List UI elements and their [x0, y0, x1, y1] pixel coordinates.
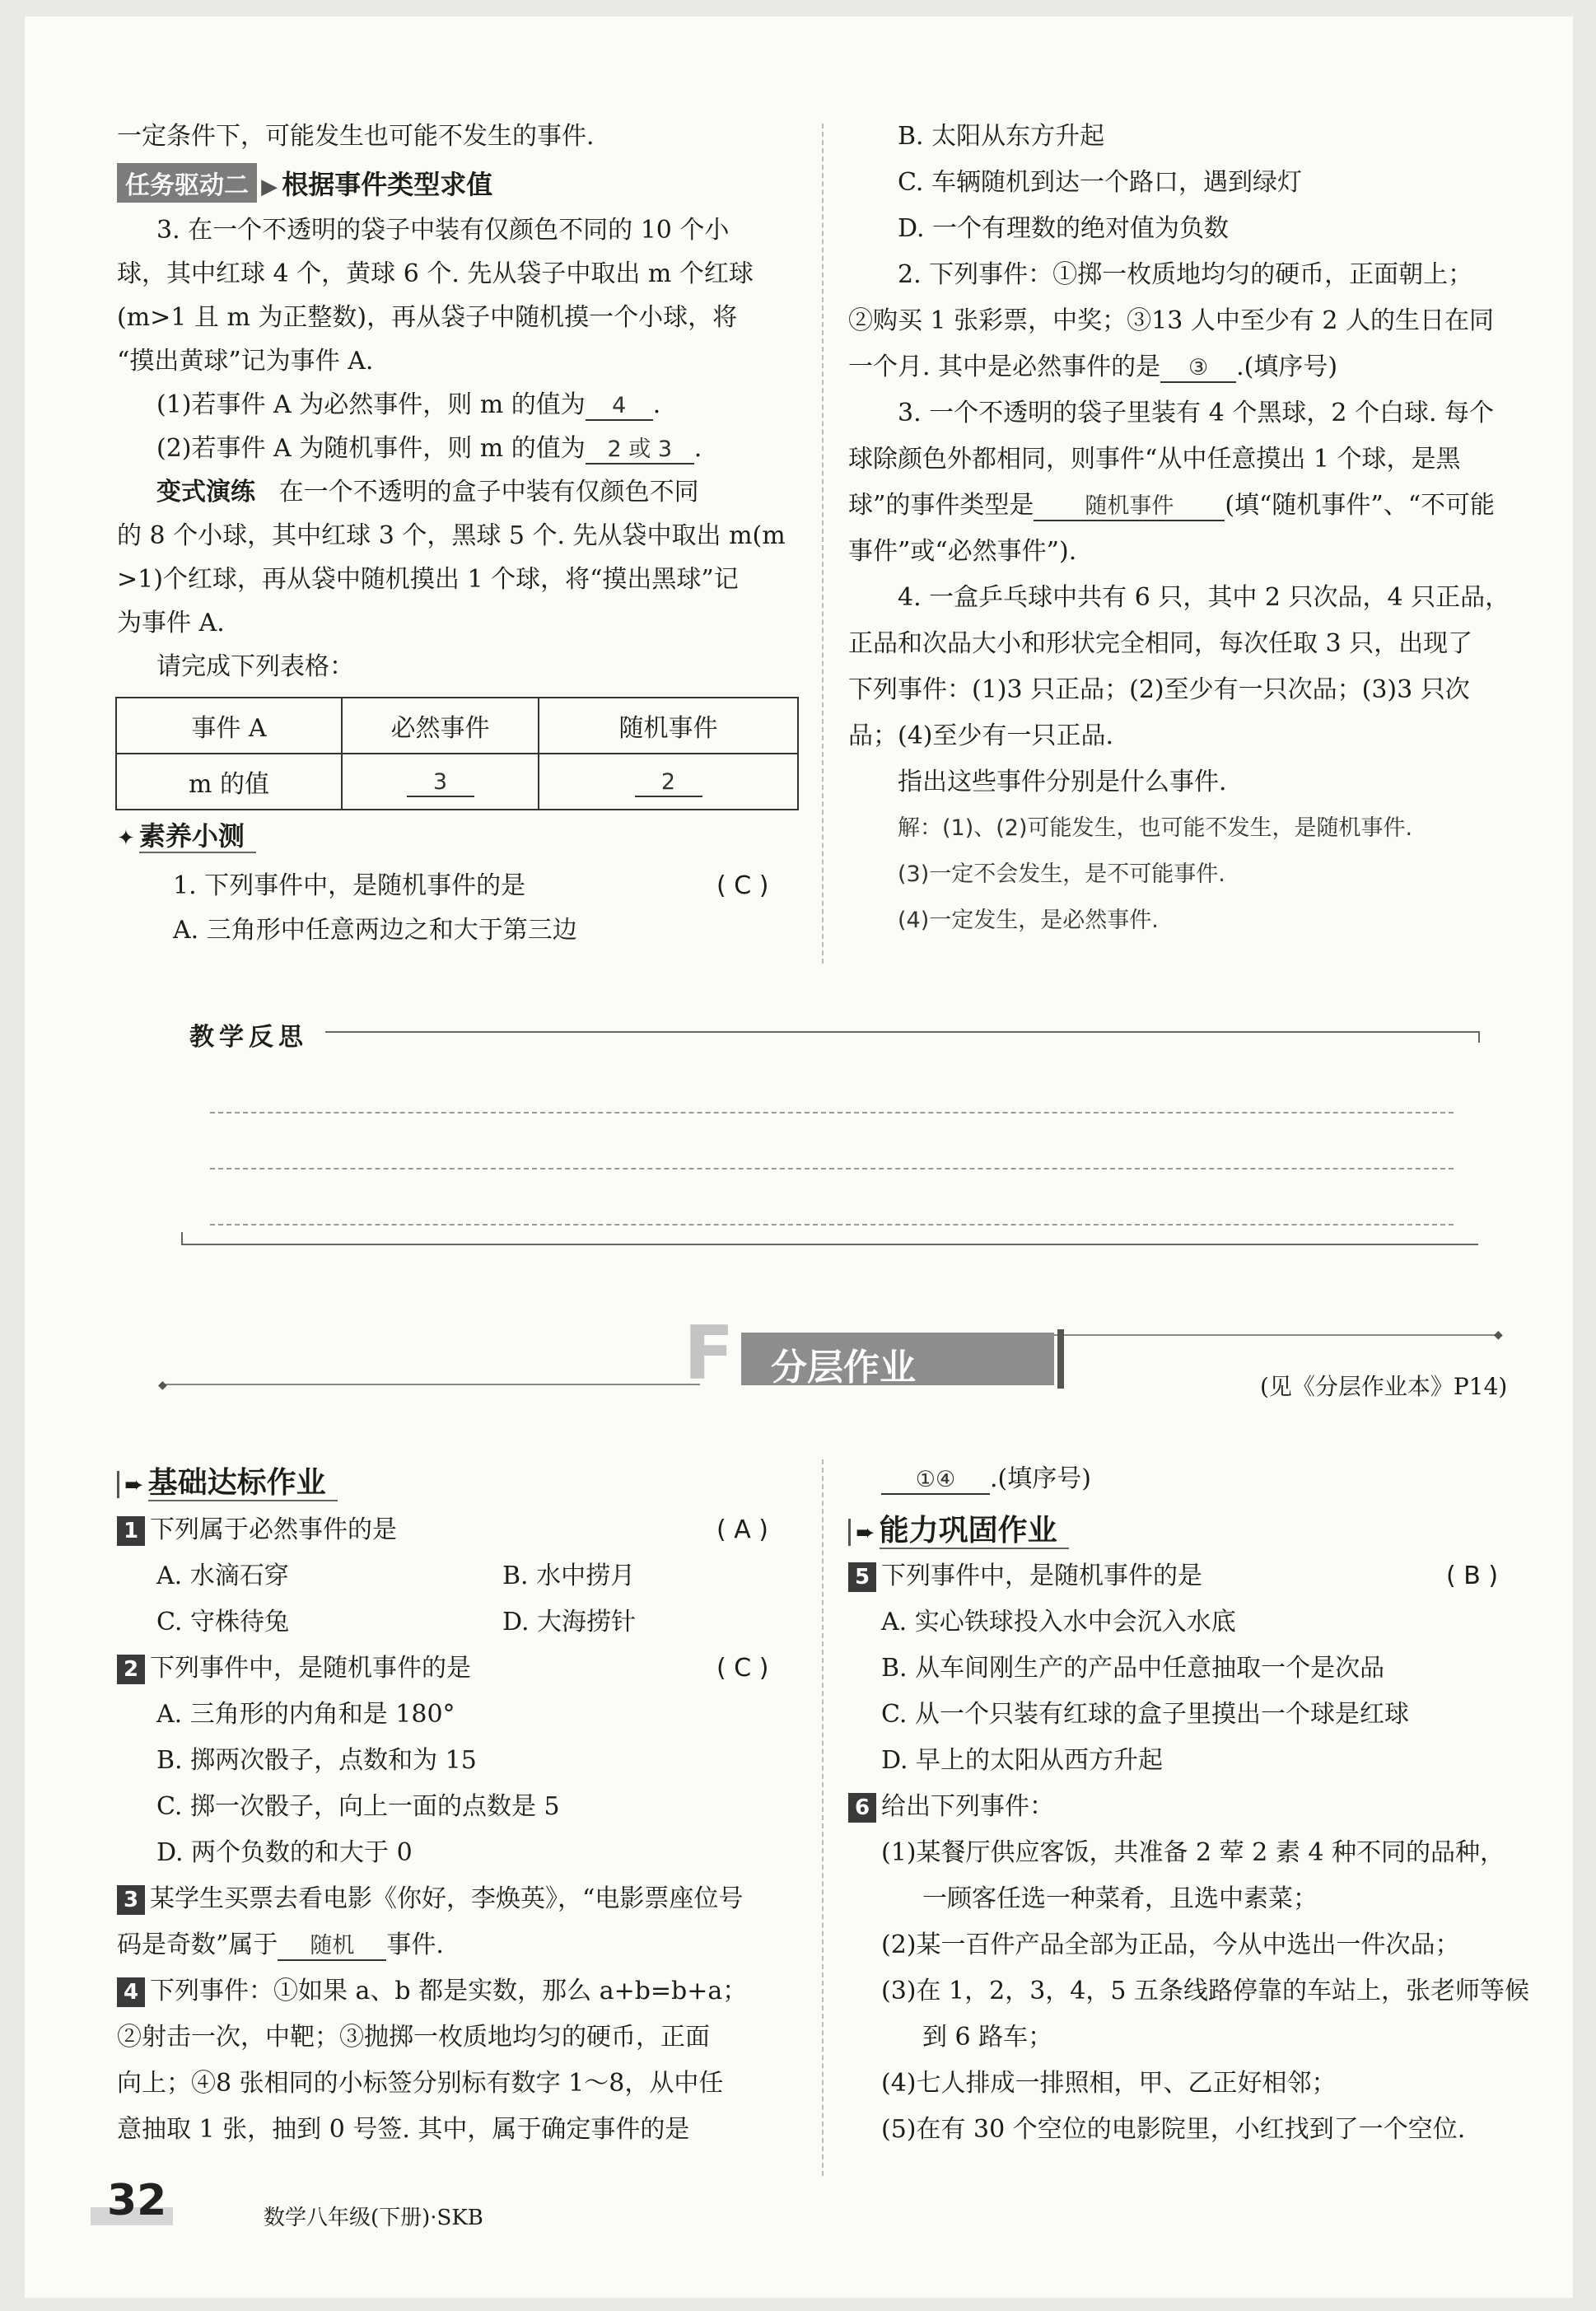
task-title: 根据事件类型求值: [282, 169, 493, 200]
option-d: D. 早上的太阳从西方升起: [881, 1746, 1164, 1775]
practice-4-line: 指出这些事件分别是什么事件.: [898, 768, 1227, 796]
event-item: (4)七人排成一排照相，甲、乙正好相邻；: [881, 2069, 1337, 2098]
table-cell: [539, 754, 798, 810]
variant-text: 在一个不透明的盒子中装有仅颜色不同: [278, 478, 699, 507]
event-item: (5)在有 30 个空位的电影院里，小红找到了一个空位.: [881, 2115, 1466, 2144]
text-line: 一定条件下，可能发生也可能不发生的事件.: [117, 122, 595, 151]
task-header: [117, 163, 492, 203]
question-3-line: 球，其中红球 4 个，黄球 6 个. 先从袋子中取出 m 个红球: [117, 259, 754, 288]
banner-end-bar: [1057, 1329, 1064, 1389]
arrow-icon: ➨: [117, 1471, 143, 1498]
page: [25, 16, 1573, 2298]
question-3-line: (m>1 且 m 为正整数)，再从袋子中随机摸一个小球，将: [117, 303, 738, 332]
event-item: 到 6 路车；: [922, 2023, 1053, 2052]
option-b: B. 太阳从东方升起: [898, 122, 1105, 151]
option-d: D. 一个有理数的绝对值为负数: [898, 214, 1230, 243]
reflection-top-rule: [325, 1031, 1478, 1033]
question-3-line: 3. 在一个不透明的袋子中装有仅颜色不同的 10 个小: [156, 216, 730, 245]
number-badge: 6: [848, 1793, 876, 1823]
practice-4-line: 4. 一盒乒乓球中共有 6 只，其中 2 只次品，4 只正品，: [898, 583, 1510, 612]
book-title: 数学八年级(下册)·SKB: [264, 2206, 483, 2230]
column-divider: [822, 124, 824, 964]
event-item: (2)某一百件产品全部为正品，今从中选出一件次品；: [881, 1931, 1460, 1959]
option-d: D. 大海捞针: [502, 1608, 637, 1636]
option-c: C. 车辆随机到达一个路口，遇到绿灯: [898, 168, 1302, 197]
practice-2-line: 2. 下列事件：①掷一枚质地均匀的硬币，正面朝上；: [898, 260, 1473, 289]
event-item: (1)某餐厅供应客饭，共准备 2 荤 2 素 4 种不同的品种，: [881, 1838, 1505, 1867]
star-icon: ✦: [117, 826, 135, 851]
practice-3-line: 事件”或“必然事件”).: [848, 537, 1077, 566]
layer-reference: (见《分层作业本》P14): [1260, 1373, 1508, 1400]
variant-label: 变式演练: [156, 478, 255, 507]
answer: ( C ): [716, 1654, 769, 1683]
variant-line: 的 8 个小球，其中红球 3 个，黑球 5 个. 先从袋中取出 m(m: [117, 521, 786, 550]
answer-blank: ①④: [881, 1467, 990, 1495]
table-header-cell: 随机事件: [539, 698, 798, 754]
diamond-icon: ◆: [158, 1379, 167, 1392]
reflection-bottom-rule: [181, 1244, 1478, 1245]
practice-3-line: 球除颜色外都相同，则事件“从中任意摸出 1 个球，是黑: [848, 445, 1461, 474]
practice-3-line: 3. 一个不透明的袋子里装有 4 个黑球，2 个白球. 每个: [898, 399, 1495, 427]
option-b: B. 掷两次骰子，点数和为 15: [156, 1746, 477, 1775]
prompt: 一个月. 其中是必然事件的是: [848, 352, 1161, 381]
letter-f-icon: F: [684, 1310, 735, 1397]
answer-blank: ③: [1160, 355, 1236, 383]
banner-rule-right: [1054, 1334, 1499, 1336]
event-table: [115, 697, 799, 810]
triangle-icon: ▶: [261, 175, 278, 199]
question-4-answer-line: [881, 1463, 1091, 1496]
question-3: [117, 1883, 743, 1916]
prompt: (2)若事件 A 为随机事件，则 m 的值为: [156, 434, 586, 463]
option-d: D. 两个负数的和大于 0: [156, 1838, 413, 1867]
variant-line: [156, 476, 699, 509]
practice-3-line: [848, 489, 1495, 522]
variant-line: 为事件 A.: [117, 609, 225, 637]
answer-blank: 4: [586, 393, 653, 421]
question-4: [117, 1975, 747, 2008]
answer-blank: 随机事件: [1034, 493, 1225, 521]
suffix: 事件.: [386, 1931, 444, 1959]
question-4-line: ②射击一次，中靶；③抛掷一枚质地均匀的硬币，正面: [117, 2023, 710, 2052]
number-badge: 2: [117, 1655, 145, 1684]
hint: .(填序号): [990, 1464, 1091, 1493]
option-c: C. 从一个只装有红球的盒子里摸出一个球是红球: [881, 1700, 1409, 1729]
option-a: A. 实心铁球投入水中会沉入水底: [881, 1608, 1236, 1636]
solution-line: 解：(1)、(2)可能发生，也可能不发生，是随机事件.: [898, 815, 1413, 841]
solution-line: (3)一定不会发生，是不可能事件.: [898, 861, 1225, 887]
layer-title: 分层作业: [771, 1347, 916, 1389]
practice-4-line: 品；(4)至少有一只正品.: [848, 721, 1114, 750]
solution-line: (4)一定发生，是必然事件.: [898, 908, 1159, 933]
option-a: A. 三角形的内角和是 180°: [156, 1700, 455, 1729]
prompt: 码是奇数”属于: [117, 1931, 278, 1959]
answer: ( B ): [1446, 1562, 1499, 1590]
task-tag: 任务驱动二: [117, 163, 257, 203]
number-badge: 4: [117, 1977, 145, 2007]
table-cell: m 的值: [116, 754, 342, 810]
number-badge: 3: [117, 1885, 145, 1915]
table-cell: [342, 754, 539, 810]
table-header-cell: 必然事件: [342, 698, 539, 754]
ability-title: 能力巩固作业: [880, 1514, 1069, 1549]
practice-1-answer: ( C ): [716, 871, 769, 900]
banner-rule-left: [165, 1384, 700, 1385]
hint: .(填序号): [1236, 352, 1338, 381]
variant-line: >1)个红球，再从袋中随机摸出 1 个球，将“摸出黑球”记: [117, 565, 739, 594]
option-b: B. 水中捞月: [502, 1562, 636, 1590]
option-c: C. 掷一次骰子，向上一面的点数是 5: [156, 1792, 560, 1821]
basic-title: 基础达标作业: [148, 1466, 338, 1501]
hint: (填“随机事件”、“不可能: [1225, 491, 1496, 520]
option-a: A. 水滴石穿: [156, 1562, 289, 1590]
diamond-icon: ◆: [1494, 1328, 1503, 1342]
question-5: [848, 1560, 1202, 1593]
prompt: (1)若事件 A 为必然事件，则 m 的值为: [156, 390, 586, 419]
ability-header: [848, 1507, 1069, 1549]
column-divider: [822, 1459, 824, 2176]
question-text: 给出下列事件：: [881, 1792, 1054, 1821]
question-4-line: 向上；④8 张相同的小标签分别标有数字 1～8，从中任: [117, 2069, 724, 2098]
question-text: 下列属于必然事件的是: [150, 1515, 397, 1544]
question-2: [117, 1652, 471, 1685]
basic-header: [117, 1459, 338, 1501]
table-header-cell: 事件 A: [116, 698, 342, 754]
answer: ( A ): [716, 1515, 769, 1544]
practice-4-line: 下列事件：(1)3 只正品；(2)至少有一只次品；(3)3 只次: [848, 675, 1470, 704]
practice-4-line: 正品和次品大小和形状完全相同，每次任取 3 只，出现了: [848, 629, 1473, 658]
prompt: 球”的事件类型是: [848, 491, 1034, 520]
writing-line: [210, 1224, 1454, 1226]
question-3-line: [117, 1929, 444, 1962]
writing-line: [210, 1168, 1454, 1170]
question-text: 下列事件：①如果 a、b 都是实数，那么 a+b=b+a；: [150, 1977, 748, 2005]
suyang-title: 素养小测: [139, 820, 256, 853]
question-1: [117, 1514, 397, 1547]
answer-blank: 3: [407, 769, 474, 797]
table-row: [116, 754, 798, 810]
reflection-corner: [1478, 1031, 1480, 1043]
reflection-title: 教学反思: [189, 1023, 308, 1052]
suyang-header: [117, 815, 256, 853]
question-3-part-1: (1)若事件 A 为必然事件，则 m 的值为 4 .: [156, 390, 661, 419]
number-badge: 1: [117, 1516, 145, 1546]
question-6: [848, 1790, 1054, 1823]
question-3-line: “摸出黄球”记为事件 A.: [117, 347, 374, 376]
event-item: (3)在 1，2，3，4，5 五条线路停靠的车站上，张老师等候: [881, 1977, 1530, 2005]
option-c: C. 守株待兔: [156, 1608, 289, 1636]
arrow-icon: ➨: [848, 1519, 875, 1546]
practice-2-line: [848, 351, 1337, 384]
option-a: A. 三角形中任意两边之和大于第三边: [173, 916, 577, 945]
question-text: 下列事件中，是随机事件的是: [150, 1654, 471, 1683]
question-text: 某学生买票去看电影《你好，李焕英》，“电影票座位号: [150, 1884, 744, 1913]
practice-2-line: ②购买 1 张彩票，中奖；③13 人中至少有 2 人的生日在同: [848, 306, 1495, 335]
practice-1-stem: 1. 下列事件中，是随机事件的是: [173, 871, 526, 900]
layer-banner: [741, 1333, 1054, 1389]
question-4-line: 意抽取 1 张，抽到 0 号签. 其中，属于确定事件的是: [117, 2115, 690, 2144]
reflection-corner: [181, 1232, 183, 1244]
writing-line: [210, 1112, 1454, 1113]
question-3-part-2: (2)若事件 A 为随机事件，则 m 的值为 2 或 3 .: [156, 434, 702, 463]
table-row: [116, 698, 798, 754]
answer-blank: 2 或 3: [586, 437, 694, 465]
event-item: 一顾客任选一种菜肴，且选中素菜；: [922, 1884, 1318, 1913]
answer-blank: 2: [635, 769, 702, 797]
table-prompt: 请完成下列表格：: [156, 652, 354, 681]
question-text: 下列事件中，是随机事件的是: [881, 1562, 1202, 1590]
answer-blank: 随机: [278, 1933, 386, 1961]
page-number: 32: [107, 2176, 167, 2225]
option-b: B. 从车间刚生产的产品中任意抽取一个是次品: [881, 1654, 1385, 1683]
number-badge: 5: [848, 1562, 876, 1592]
